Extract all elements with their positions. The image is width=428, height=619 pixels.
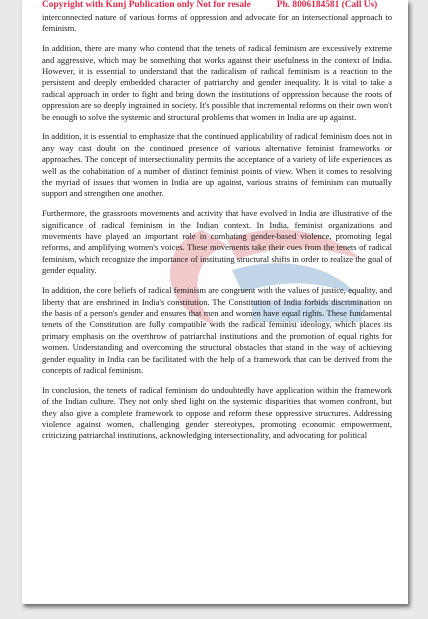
phone-number: Ph. 8006184581 (Call Us)	[276, 0, 378, 10]
paragraph-2: In addition, there are many who contend that the tenets of radical feminism are excessively extreme and aggressive, which may be something that works against their usefulness in the context of India. However, it is essential to understand that the radicalism of radical feminism is a reaction to the persistent and deeply embedded character of patriarchy and gender inequality. It is vital to take a radical approach in order to fight and bring down the institutions of oppression because the roots of oppression are so deeply ingrained in society. It's possible that incremental reforms on their own won't be enough to solve the systemic and structural problems that women in India are up against.	[42, 43, 393, 122]
paragraph-5: In addition, the core beliefs of radical feminism are congruent with the values of justice, equality, and liberty that are enshrined in India's constitution. The Constitution of India forbids discrimination on the basis of a person's gender and ensures that men and women have equal rights. These fundamental tenets of the Constitution are fully compatible with the radical feminist ideology, which places its primary emphasis on the overthrow of patriarchal institutions and the promotion of equal rights for women. Understanding and overcoming the structural obstacles that stand in the way of achieving gender equality in India can be facilitated with the help of a framework that can be derived from the concepts of radical feminism.	[42, 285, 392, 375]
document-page	[22, 0, 408, 604]
paragraph-3: In addition, it is essential to emphasize that the continued applicability of radical feminism does not in any way cast doubt on the continued presence of various alternative feminist frameworks or approaches. The concept of intersectionality permits the acceptance of a variety of life experiences as well as the cohabitation of a number of distinct feminist points of view. When it comes to resolving the myriad of issues that women in India are up against, various strains of feminism can mutually support and strengthen one another.	[42, 131, 392, 199]
paragraph-6: In conclusion, the tenets of radical feminism do undoubtedly have application within the framework of the Indian culture. They not only shed light on the systemic disparities that women confront, but they also give a complete framework to oppose and reform these oppressive structures. Addressing violence against women, challenging gender stereotypes, promoting economic empowerment, criticizing patriarchal institutions, acknowledging intersectionality, and advocating for political	[42, 384, 392, 441]
copyright-notice: Copyright with Kunj Publication only Not for resale	[42, 0, 251, 10]
paragraph-4: Furthermore, the grassroots movements and activity that have evolved in India are illustrative of the significance of radical feminism in the Indian context. In India, feminist organizations and movements have played an important role in combating gender-based violence, promoting legal reforms, and amplifying women's voices. These movements take their cues from the tenets of radical feminism, which recognize the importance of instituting structural shifts in order to realize the goal of gender equality.	[42, 208, 392, 276]
paragraph-1: interconnected nature of various forms of oppression and advocate for an intersectional approach to feminism.	[42, 12, 392, 34]
copyright-header	[42, 0, 402, 10]
document-body	[42, 12, 392, 450]
